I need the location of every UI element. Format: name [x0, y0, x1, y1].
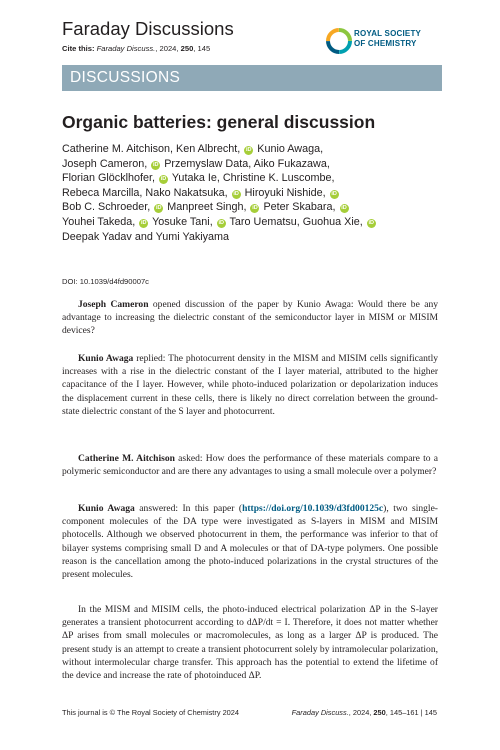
cite-volume: 250: [180, 44, 194, 53]
author: Hiroyuki Nishide,: [244, 186, 326, 199]
cite-label: Cite this:: [62, 44, 97, 53]
article-title: Organic batteries: general discussion: [62, 112, 376, 132]
banner-label: DISCUSSIONS: [70, 69, 181, 86]
orcid-icon[interactable]: iD: [331, 190, 337, 197]
speaker-name: Kunio Awaga: [78, 353, 134, 364]
orcid-icon[interactable]: iD: [155, 205, 162, 212]
cite-journal: Faraday Discuss.: [96, 44, 156, 53]
author: Joseph Cameron,: [62, 157, 148, 170]
paper-link[interactable]: https://doi.org/10.1039/d3fd00125c: [242, 503, 384, 514]
orcid-icon[interactable]: iD: [218, 219, 224, 226]
paragraph: [62, 352, 438, 418]
orcid-icon[interactable]: iD: [368, 219, 374, 226]
section-banner: [62, 65, 442, 91]
speaker-name: Kunio Awaga: [78, 503, 135, 514]
author: Bob C. Schroeder,: [62, 201, 151, 214]
speaker-name: Catherine M. Aitchison: [78, 453, 175, 464]
paragraph: In the MISM and MISIM cells, the photo-induced electrical polarization ΔP in the S-layer generates a transient photocurrent according to dΔP/dt = I. Therefore, it does not matter whether ΔP arises from small molecules or macromolecules, as long as a larger ΔP is produced. The present study is an attempt to create a transient photocurrent solely by intramolecular polarization, without intermolecular charge transfer. This approach has the potential to extend the lifetime of the device and increase the rate of photoinduced ΔP.: [62, 604, 438, 682]
author: Ken Albrecht,: [176, 143, 241, 155]
cite-year: , 2024,: [155, 44, 181, 53]
paragraph: [62, 502, 438, 581]
paragraph: [62, 452, 438, 478]
author: Manpreet Singh,: [167, 201, 247, 214]
cite-pages: , 145: [193, 44, 211, 53]
paragraph-text: asked: How does the performance of these materials compare to a polymeric semiconductor and are there any advantages to using a small molecule over a polymer?: [62, 453, 439, 478]
publisher-logo-text: ROYAL SOCIETY OF CHEMISTRY: [354, 29, 422, 48]
author: Youhei Takeda,: [62, 215, 136, 228]
author: Rebeca Marcilla, Nako Nakatsuka,: [62, 186, 228, 199]
paragraph-text: replied: The photocurrent density in the MISM and MISIM cells significantly increases with a rise in the dielectric constant of the I layer material, attributed to the higher capacitance of the I layer. However, while photo-induced polarization or depolarization induces the displacement current in these cells, there is likely no direct correlation between the ground-state dielectric constant of the S layer and photocurrent.: [62, 353, 438, 417]
paragraph-text: answered: In this paper (: [134, 503, 243, 514]
author: Yutaka Ie, Christine K. Luscombe,: [171, 172, 335, 185]
paragraph: [62, 298, 438, 338]
author-list: [62, 142, 442, 244]
footer-copyright: This journal is © The Royal Society of Chemistry 2024: [62, 708, 240, 717]
author: Kunio Awaga,: [257, 143, 324, 155]
paragraph-text: opened discussion of the paper by Kunio Awaga: Would there be any advantage to increasing the dielectric constant of the semiconductor layer in MISM or MISIM devices?: [62, 299, 438, 337]
orcid-icon[interactable]: iD: [252, 205, 258, 212]
author: Catherine M. Aitchison,: [62, 143, 174, 155]
author: Deepak Yadav and Yumi Yakiyama: [62, 230, 230, 243]
orcid-icon[interactable]: iD: [141, 219, 147, 226]
doi[interactable]: DOI: 10.1039/d4fd90007c: [62, 277, 149, 286]
journal-name: Faraday Discussions: [62, 18, 234, 39]
footer-citation: [292, 708, 437, 717]
author: Florian Glöcklhofer,: [62, 172, 156, 185]
footer-journal: Faraday Discuss.: [291, 708, 349, 717]
author: Przemyslaw Data, Aiko Fukazawa,: [164, 157, 330, 170]
paragraph-text: ), two single-component molecules of the DA type were investigated as S-layers in MISM and MISIM photocells. Although we observed photocurrent in them, the performance was inferior to that of bilayer systems comprising small D and A molecules or that of DA-type polymers. One possible reason is the cancellation among the photo-induced polarizations in the crystal structures of the present molecules.: [62, 503, 438, 581]
footer-pages: , 145–161 | 145: [385, 708, 437, 717]
orcid-icon[interactable]: iD: [152, 161, 159, 168]
citation-line: [62, 44, 210, 53]
orcid-icon[interactable]: iD: [233, 190, 239, 197]
author: Yosuke Tani,: [152, 215, 213, 228]
author: Taro Uematsu, Guohua Xie,: [229, 215, 363, 228]
orcid-icon[interactable]: iD: [160, 176, 167, 183]
footer-volume: 250: [373, 708, 386, 717]
author: Peter Skabara,: [263, 201, 336, 214]
footer-year: , 2024,: [348, 708, 374, 717]
speaker-name: Joseph Cameron: [78, 299, 149, 310]
orcid-icon[interactable]: iD: [246, 147, 252, 153]
orcid-icon[interactable]: iD: [341, 205, 347, 212]
